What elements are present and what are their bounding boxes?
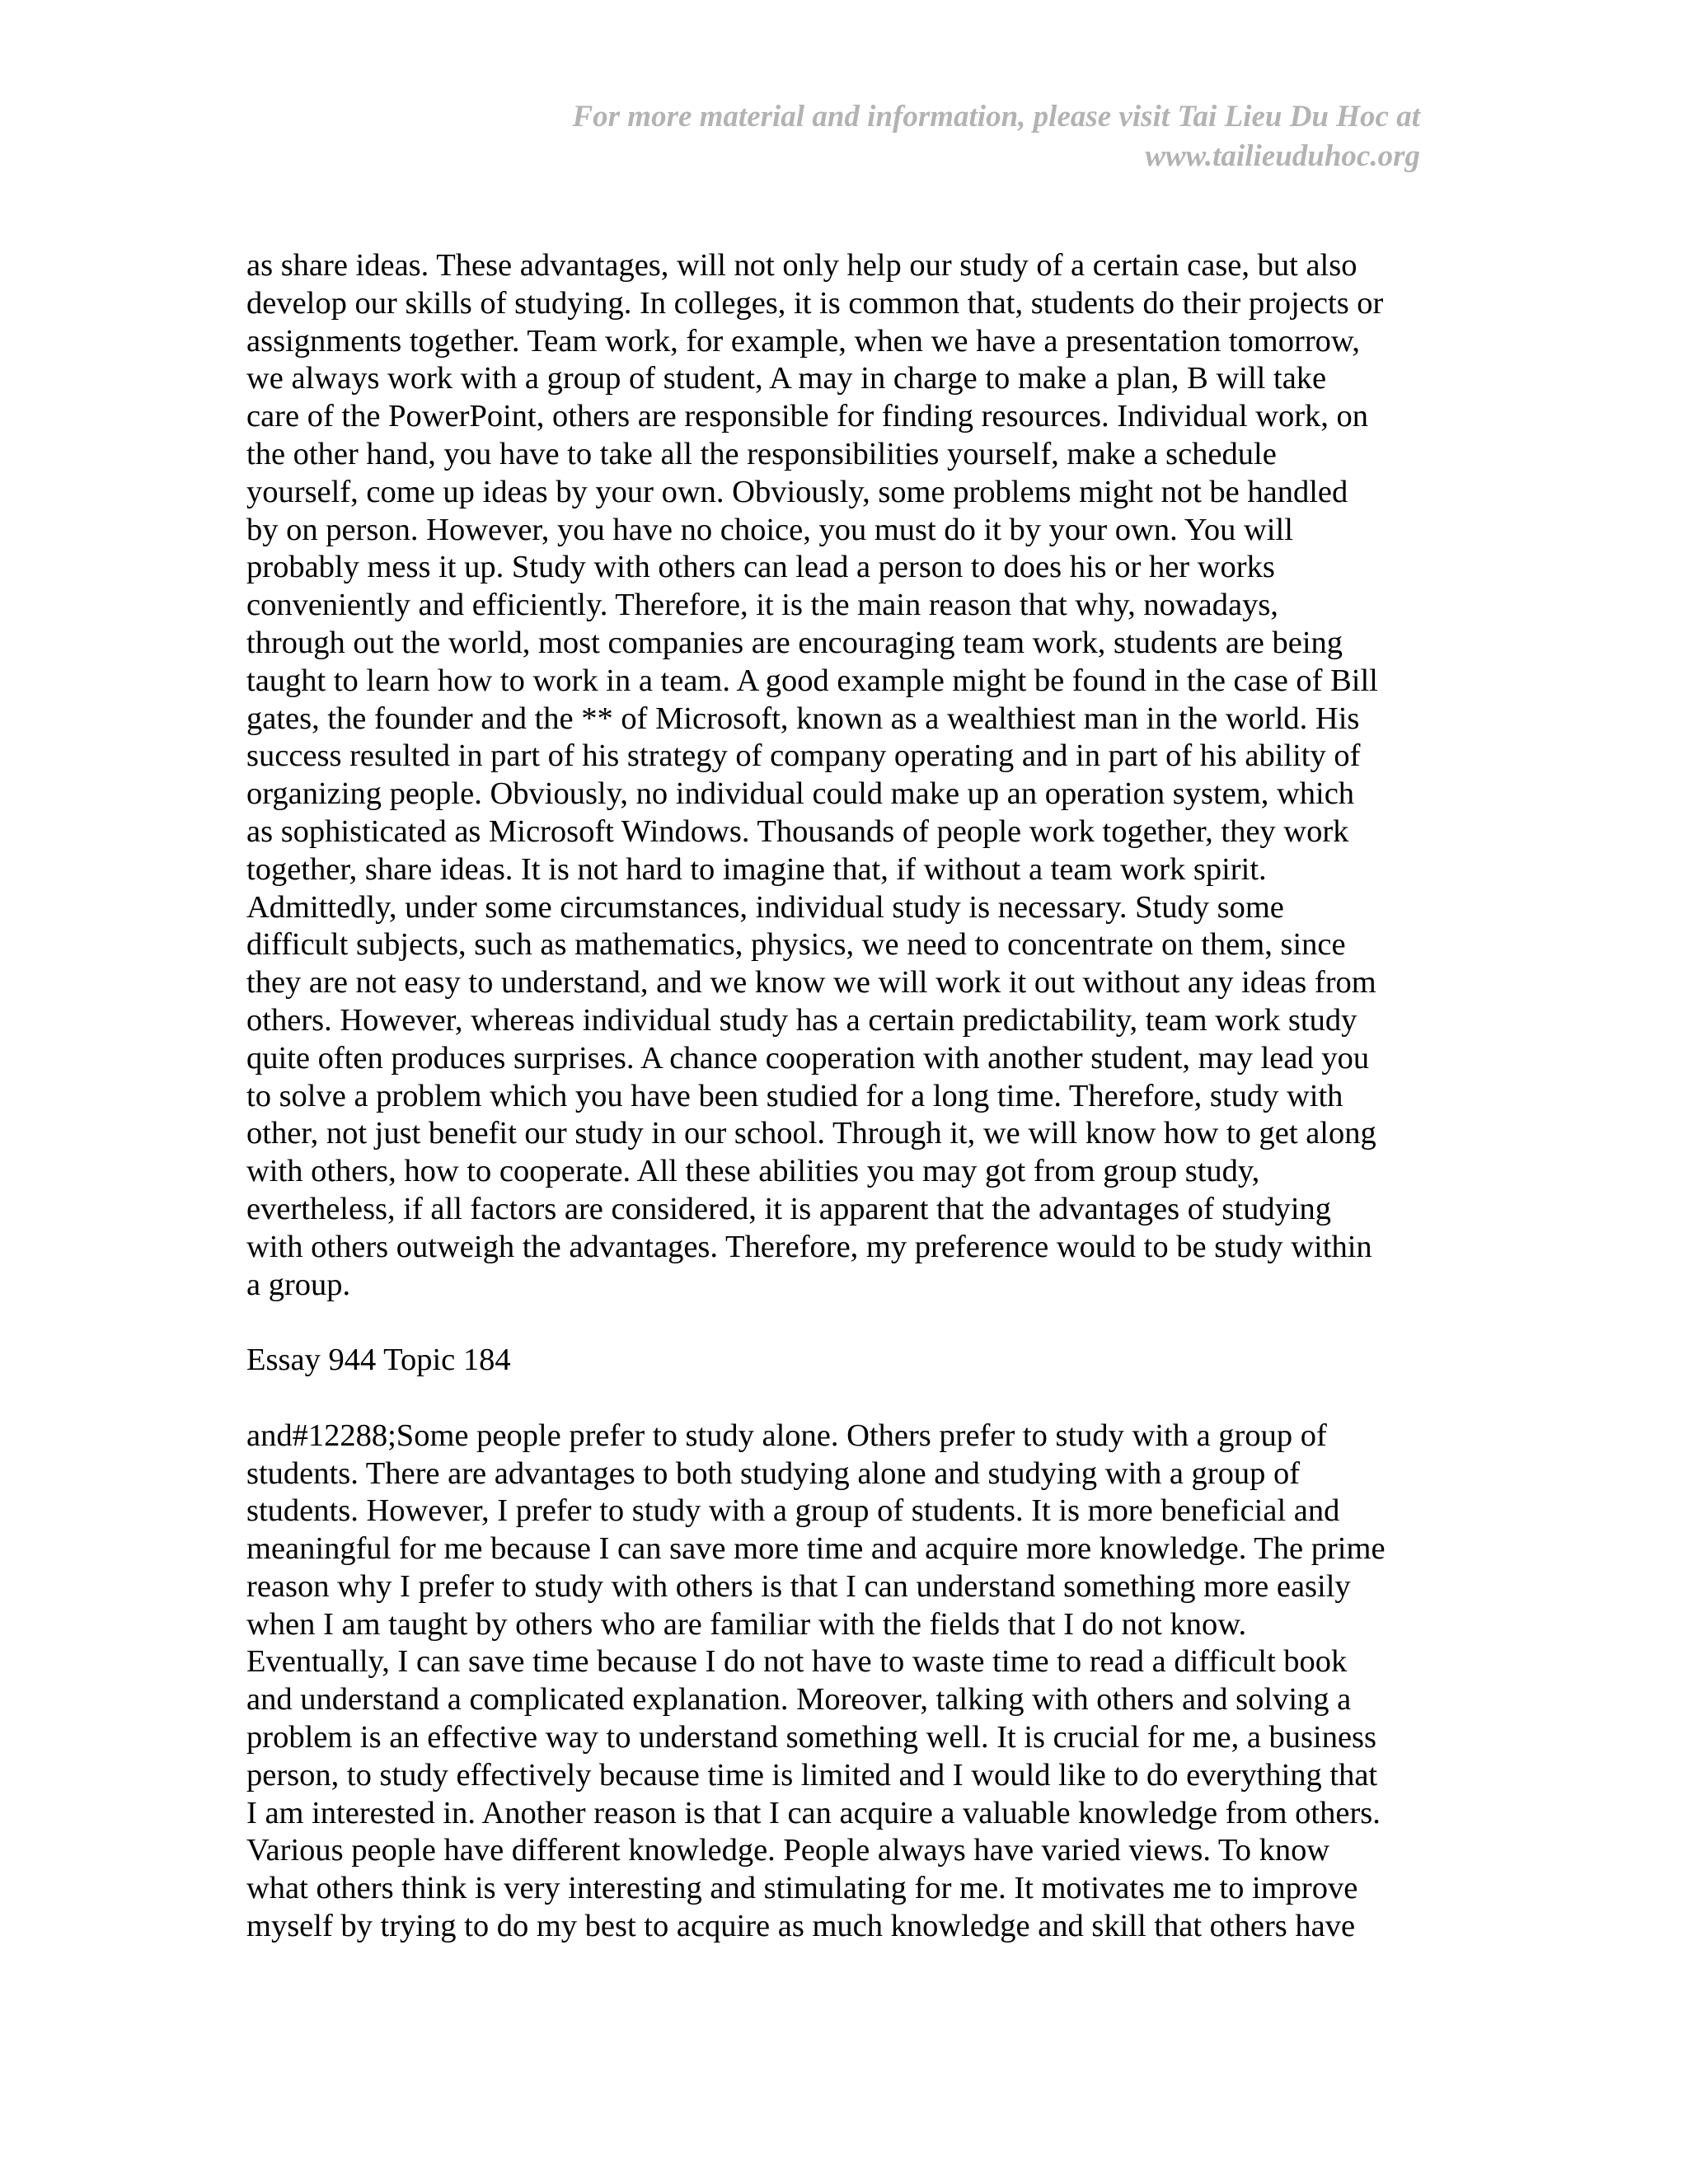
paragraph-gap	[246, 1380, 1437, 1418]
text-line: evertheless, if all factors are considered, it is apparent that the advantages of studying	[246, 1191, 1332, 1226]
text-line: gates, the founder and the ** of Microsoft, known as a wealthiest man in the world. His	[246, 701, 1360, 736]
page-header	[431, 97, 1420, 176]
text-line: Eventually, I can save time because I do not have to waste time to read a difficult book	[246, 1644, 1348, 1680]
text-line: students. There are advantages to both studying alone and studying with a group of	[246, 1455, 1301, 1491]
text-line: myself by trying to do my best to acquire as much knowledge and skill that others have	[246, 1909, 1356, 1944]
text-line: the other hand, you have to take all the responsibilities yourself, make a schedule	[246, 436, 1277, 471]
text-line: success resulted in part of his strategy of company operating and in part of his ability of	[246, 738, 1361, 774]
text-line: meaningful for me because I can save more time and acquire more knowledge. The prime	[246, 1531, 1386, 1567]
text-line: what others think is very interesting and stimulating for me. It motivates me to improve	[246, 1871, 1358, 1906]
text-line: they are not easy to understand, and we know we will work it out without any ideas from	[246, 965, 1376, 1001]
paragraph-gap	[246, 1304, 1437, 1342]
text-line: students. However, I prefer to study with a group of students. It is more beneficial and	[246, 1493, 1340, 1529]
header-url: www.tailieuduhoc.org	[1145, 139, 1420, 173]
text-line: others. However, whereas individual study has a certain predictability, team work study	[246, 1002, 1357, 1038]
text-line: by on person. However, you have no choice, you must do it by your own. You will	[246, 512, 1293, 547]
document-body	[246, 247, 1437, 1946]
header-line-1: For more material and information, please visit Tai Lieu Du Hoc at	[572, 100, 1420, 134]
text-line: quite often produces surprises. A chance cooperation with another student, may lead you	[246, 1040, 1370, 1076]
text-line: Admittedly, under some circumstances, individual study is necessary. Study some	[246, 889, 1284, 925]
essay-heading: Essay 944 Topic 184	[246, 1343, 511, 1378]
text-line: organizing people. Obviously, no individual could make up an operation system, which	[246, 776, 1355, 812]
text-line: and#12288;Some people prefer to study alone. Others prefer to study with a group of	[246, 1418, 1327, 1453]
text-line: with others outweigh the advantages. Therefore, my preference would to be study within	[246, 1229, 1372, 1264]
text-line: together, share ideas. It is not hard to imagine that, if without a team work spirit.	[246, 851, 1267, 887]
text-line: and understand a complicated explanation. Moreover, talking with others and solving a	[246, 1682, 1352, 1718]
paragraph-1	[246, 247, 1437, 1304]
text-line: I am interested in. Another reason is that I can acquire a valuable knowledge from others.	[246, 1795, 1381, 1830]
text-line: other, not just benefit our study in our school. Through it, we will know how to get along	[246, 1116, 1376, 1151]
text-line: through out the world, most companies are encouraging team work, students are being	[246, 625, 1343, 660]
text-line: with others, how to cooperate. All these abilities you may got from group study,	[246, 1154, 1260, 1189]
text-line: taught to learn how to work in a team. A good example might be found in the case of Bill	[246, 663, 1378, 698]
text-line: reason why I prefer to study with others is that I can understand something more easily	[246, 1568, 1351, 1604]
text-line: care of the PowerPoint, others are responsible for finding resources. Individual work, on	[246, 399, 1369, 434]
text-line: difficult subjects, such as mathematics, physics, we need to concentrate on them, since	[246, 927, 1346, 963]
text-line: Various people have different knowledge. People always have varied views. To know	[246, 1833, 1330, 1868]
text-line: as share ideas. These advantages, will not only help our study of a certain case, but also	[246, 248, 1357, 283]
text-line: person, to study effectively because time is limited and I would like to do everything that	[246, 1757, 1378, 1793]
paragraph-2	[246, 1418, 1437, 1946]
text-line: yourself, come up ideas by your own. Obviously, some problems might not be handled	[246, 474, 1348, 509]
text-line: we always work with a group of student, A may in charge to make a plan, B will take	[246, 361, 1327, 396]
text-line: as sophisticated as Microsoft Windows. Thousands of people work together, they work	[246, 813, 1349, 849]
text-line: develop our skills of studying. In colleges, it is common that, students do their projects or	[246, 285, 1384, 321]
text-line: probably mess it up. Study with others can lead a person to does his or her works	[246, 550, 1275, 585]
text-line: assignments together. Team work, for example, when we have a presentation tomorrow,	[246, 323, 1360, 359]
text-line: to solve a problem which you have been studied for a long time. Therefore, study with	[246, 1078, 1343, 1113]
text-line: problem is an effective way to understand something well. It is crucial for me, a business	[246, 1720, 1377, 1755]
text-line: conveniently and efficiently. Therefore, it is the main reason that why, nowadays,	[246, 588, 1278, 623]
text-line: a group.	[246, 1267, 351, 1302]
text-line: when I am taught by others who are familiar with the fields that I do not know.	[246, 1606, 1247, 1642]
